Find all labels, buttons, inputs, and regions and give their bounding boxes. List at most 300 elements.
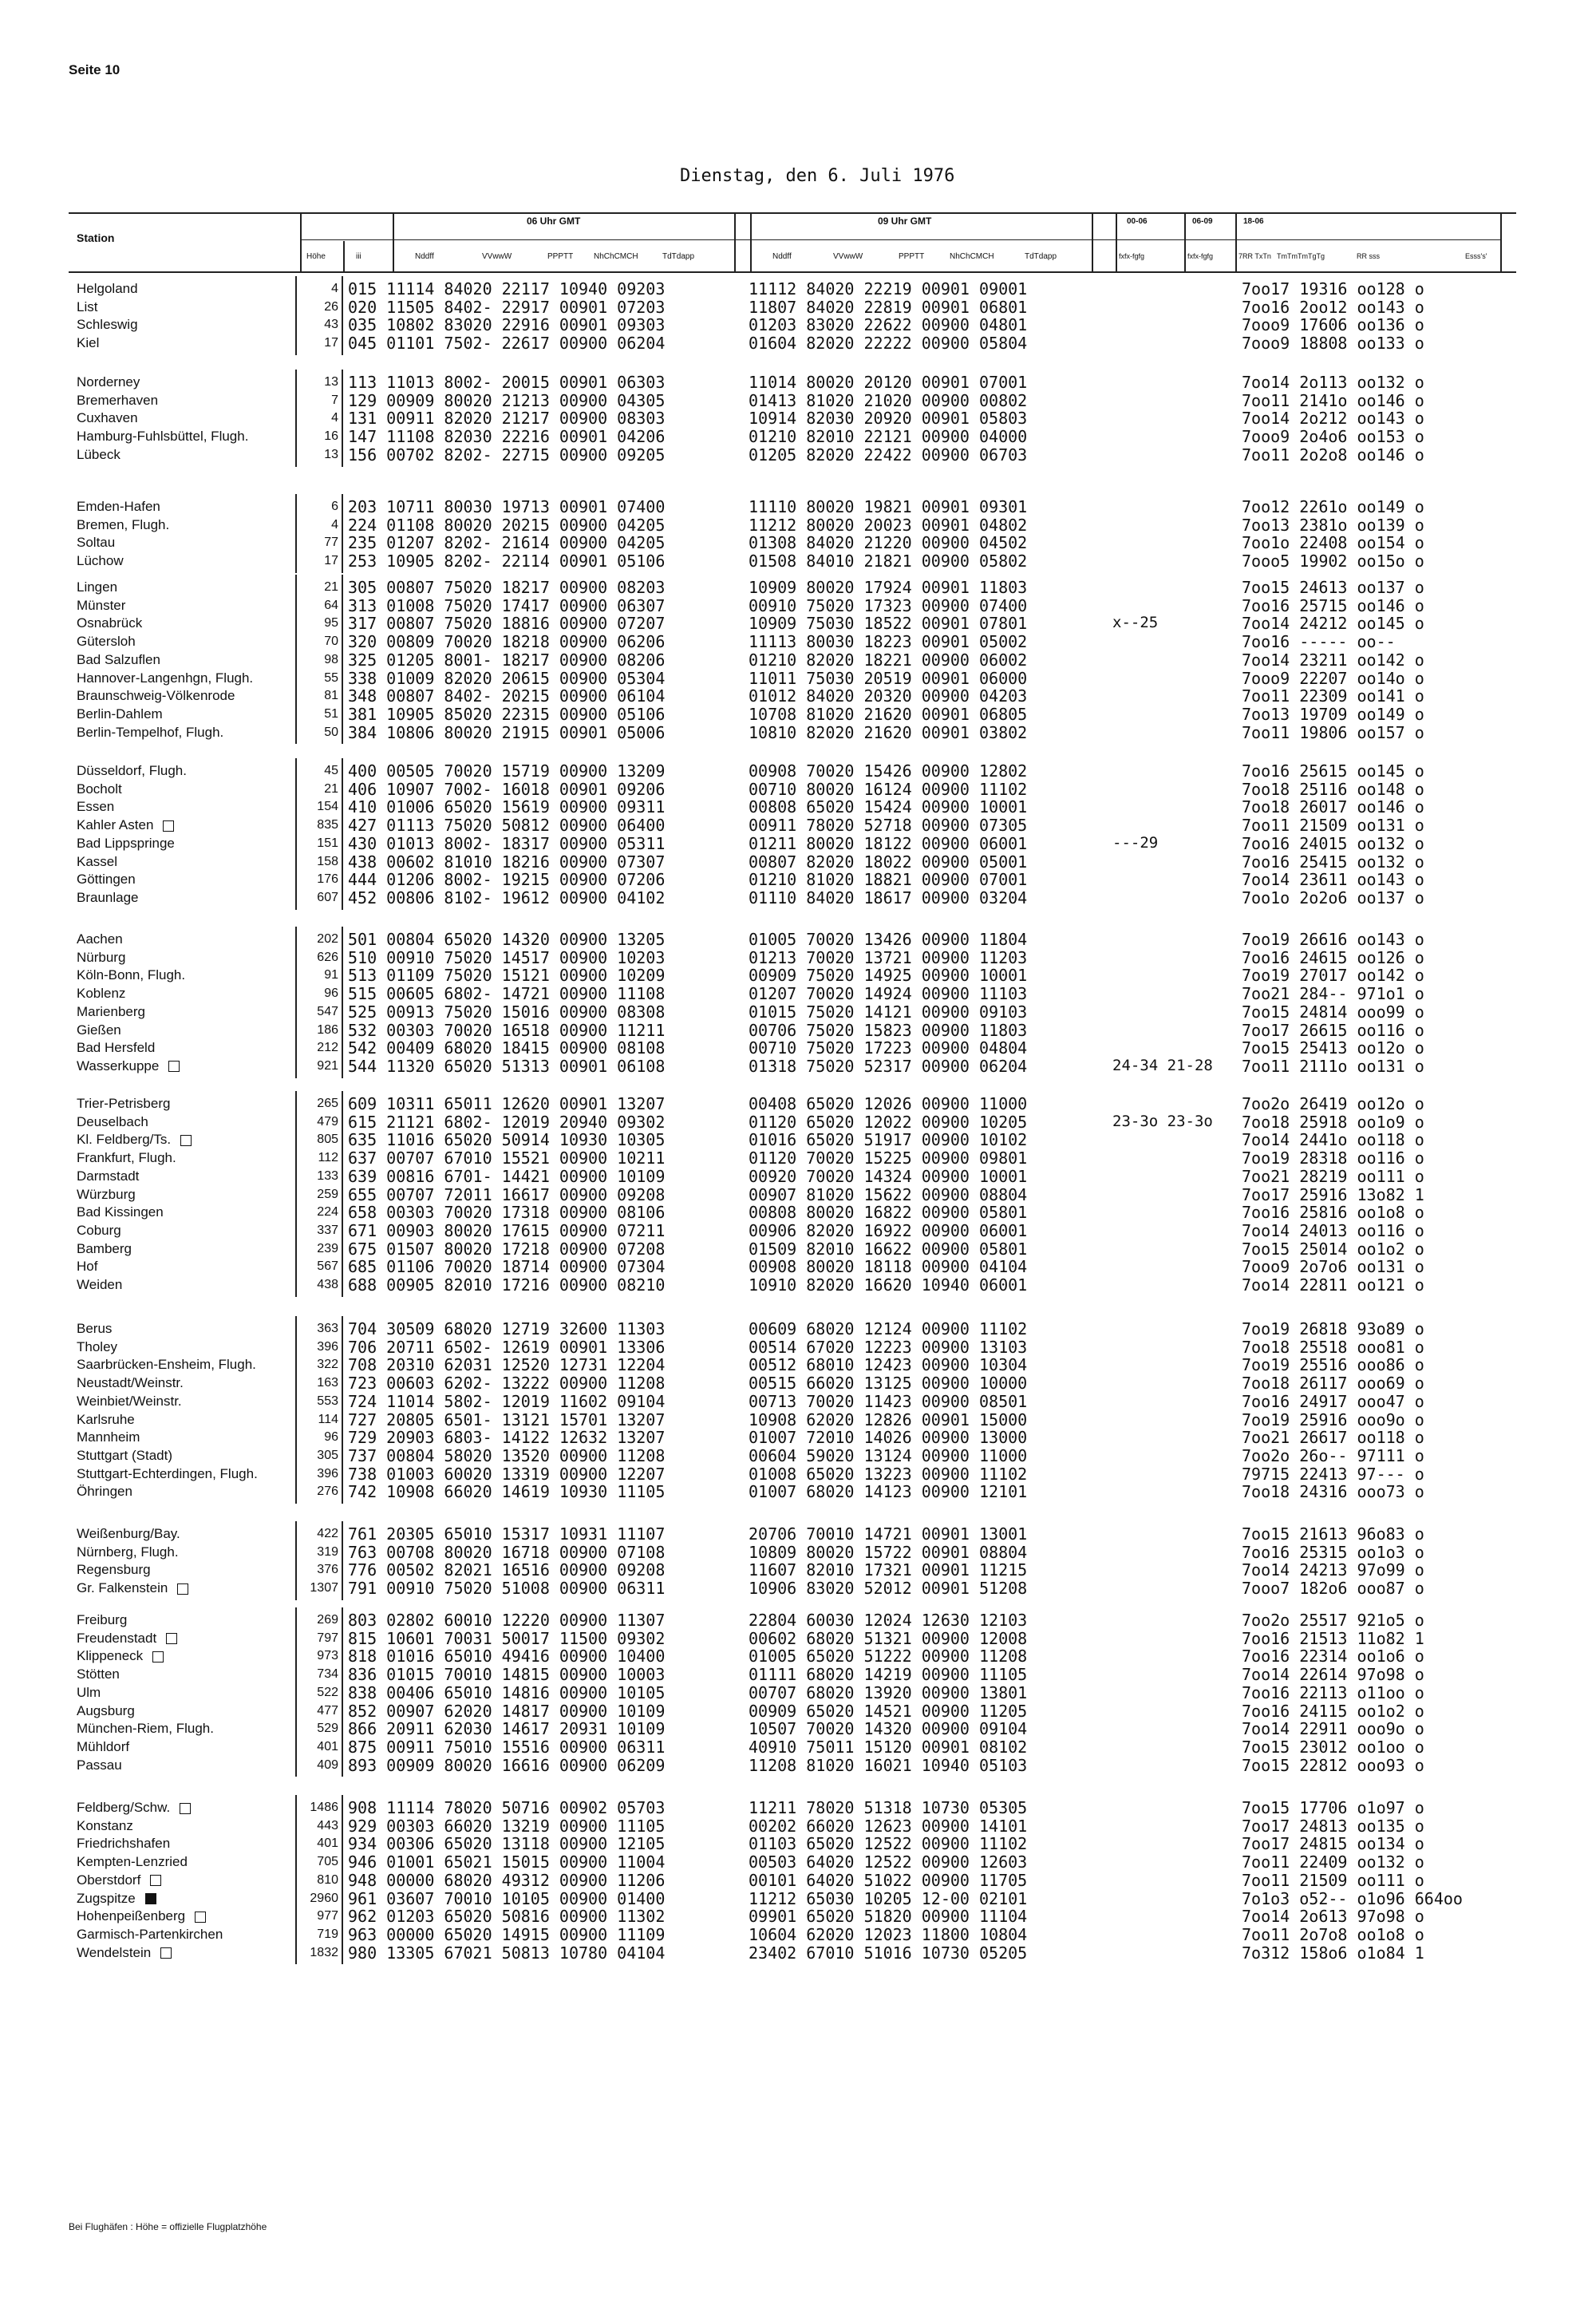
obs-09-values: 00911 78020 52718 00900 07305 xyxy=(749,816,1028,836)
station-height: 269 xyxy=(317,1613,338,1627)
station-height: 17 xyxy=(324,336,338,350)
header-divider xyxy=(750,212,752,273)
obs-06-values: 348 00807 8402- 20215 00900 06104 xyxy=(348,686,666,706)
extremes-precip-values: 7oo17 24815 oo134 o xyxy=(1242,1834,1424,1854)
station-name: Bremerhaven xyxy=(77,392,159,408)
station-height: 212 xyxy=(317,1041,338,1055)
station-name: Kl. Feldberg/Ts. xyxy=(77,1132,192,1148)
station-height: 17 xyxy=(324,554,338,568)
station-height: 4 xyxy=(331,411,338,425)
station-height: 443 xyxy=(317,1818,338,1832)
gust-values: x--25 xyxy=(1112,614,1159,632)
obs-06-values: 113 11013 8002- 20015 00901 06303 xyxy=(348,373,666,392)
obs-09-values: 10809 80020 15722 00901 08804 xyxy=(749,1542,1028,1562)
station-height: 921 xyxy=(317,1058,338,1073)
group-rule xyxy=(342,1521,343,1600)
obs-06-values: 410 01006 65020 15619 00900 09311 xyxy=(348,797,666,817)
obs-09-values: 00710 75020 17223 00900 04804 xyxy=(749,1038,1028,1058)
obs-06-values: 513 01109 75020 15121 00900 10209 xyxy=(348,966,666,986)
extremes-precip-values: 7oo14 22911 ooo9o o xyxy=(1242,1719,1424,1739)
obs-06-values: 020 11505 8402- 22917 00901 07203 xyxy=(348,297,666,317)
obs-06-values: 763 00708 80020 16718 00900 07108 xyxy=(348,1542,666,1562)
station-height: 401 xyxy=(317,1739,338,1753)
station-height: 45 xyxy=(324,764,338,777)
obs-09-values: 22804 60030 12024 12630 12103 xyxy=(749,1611,1028,1630)
obs-09-values: 00710 80020 16124 00900 11102 xyxy=(749,779,1028,799)
extremes-precip-values: 7oo15 21613 96o83 o xyxy=(1242,1524,1424,1544)
obs-09-values: 00906 82020 16922 00900 06001 xyxy=(749,1220,1028,1240)
station-height: 422 xyxy=(317,1527,338,1540)
obs-09-values: 01213 70020 13721 00900 11203 xyxy=(749,947,1028,967)
station-name: Kahler Asten xyxy=(77,817,174,833)
station-height: 567 xyxy=(317,1259,338,1274)
obs-06-values: 962 01203 65020 50816 00900 11302 xyxy=(348,1907,666,1927)
obs-06-values: 510 00910 75020 14517 00900 10203 xyxy=(348,947,666,967)
extremes-precip-values: 7oo14 24212 oo145 o xyxy=(1242,614,1424,634)
report-date: Dienstag, den 6. Juli 1976 xyxy=(680,166,955,186)
station-name: Zugspitze xyxy=(77,1891,156,1907)
station-name: Bamberg xyxy=(77,1240,132,1256)
open-square-icon xyxy=(163,820,174,832)
obs-06-values: 818 01016 65010 49416 00900 10400 xyxy=(348,1647,666,1666)
group-rule xyxy=(342,370,343,467)
station-name: Frankfurt, Flugh. xyxy=(77,1150,176,1166)
obs-06-values: 724 11014 5802- 12019 11602 09104 xyxy=(348,1391,666,1411)
station-name: Wasserkuppe xyxy=(77,1058,180,1074)
extremes-precip-values: 7oo16 ----- oo-- xyxy=(1242,632,1396,652)
obs-09-values: 01211 80020 18122 00900 06001 xyxy=(749,833,1028,853)
extremes-precip-values: 79715 22413 97--- o xyxy=(1242,1464,1424,1484)
station-name: Berus xyxy=(77,1321,113,1336)
station-height: 26 xyxy=(324,299,338,314)
station-height: 95 xyxy=(324,616,338,631)
open-square-icon xyxy=(166,1633,177,1644)
station-name: Lübeck xyxy=(77,446,120,462)
obs-06-values: 501 00804 65020 14320 00900 13205 xyxy=(348,930,666,949)
station-name: Stuttgart-Echterdingen, Flugh. xyxy=(77,1465,258,1481)
extremes-precip-values: 7oo13 19709 oo149 o xyxy=(1242,704,1424,724)
station-name: Stuttgart (Stadt) xyxy=(77,1447,172,1463)
extremes-precip-values: 7oo13 2381o oo139 o xyxy=(1242,515,1424,535)
obs-06-values: 723 00603 6202- 13222 00900 11208 xyxy=(348,1374,666,1394)
extremes-precip-values: 7oo1o 22408 oo154 o xyxy=(1242,533,1424,553)
station-height: 1307 xyxy=(310,1581,338,1595)
station-height: 7 xyxy=(331,393,338,407)
obs-06-values: 838 00406 65010 14816 00900 10105 xyxy=(348,1682,666,1702)
station-name: Wendelstein xyxy=(77,1945,172,1961)
station-height: 64 xyxy=(324,598,338,612)
station-height: 1832 xyxy=(310,1945,338,1959)
station-name: Düsseldorf, Flugh. xyxy=(77,763,187,778)
extremes-precip-values: 7oo1o 2o2o6 oo137 o xyxy=(1242,888,1424,907)
obs-06-values: 400 00505 70020 15719 00900 13209 xyxy=(348,761,666,781)
obs-06-values: 544 11320 65020 51313 00901 06108 xyxy=(348,1056,666,1076)
station-name: Helgoland xyxy=(77,281,138,296)
station-name: Bremen, Flugh. xyxy=(77,516,170,532)
station-name: Bad Lippspringe xyxy=(77,835,175,851)
station-height: 43 xyxy=(324,318,338,332)
extremes-precip-values: 7oo16 25715 oo146 o xyxy=(1242,595,1424,615)
station-height: 50 xyxy=(324,725,338,739)
station-name: Ulm xyxy=(77,1684,101,1700)
station-name: Gr. Falkenstein xyxy=(77,1580,188,1596)
obs-09-values: 00920 70020 14324 00900 10001 xyxy=(749,1166,1028,1186)
station-name: Kassel xyxy=(77,853,118,869)
station-name: Nürburg xyxy=(77,949,126,965)
station-name: Hamburg-Fuhlsbüttel, Flugh. xyxy=(77,429,249,445)
station-height: 276 xyxy=(317,1485,338,1499)
station-height: 55 xyxy=(324,670,338,685)
obs-09-values: 11212 80020 20023 00901 04802 xyxy=(749,515,1028,535)
obs-09-values: 00909 65020 14521 00900 11205 xyxy=(749,1701,1028,1721)
station-height: 239 xyxy=(317,1241,338,1255)
station-height: 438 xyxy=(317,1278,338,1291)
extremes-precip-values: 7oo14 24013 oo116 o xyxy=(1242,1220,1424,1240)
station-name: Freiburg xyxy=(77,1612,128,1627)
obs-09-values: 11807 84020 22819 00901 06801 xyxy=(749,297,1028,317)
station-height: 396 xyxy=(317,1466,338,1481)
extremes-precip-values: 7oo21 28219 oo111 o xyxy=(1242,1166,1424,1186)
group-06-header: 06 Uhr GMT xyxy=(527,215,581,227)
header-divider xyxy=(1235,212,1237,273)
extremes-precip-values: 7oo14 23211 oo142 o xyxy=(1242,650,1424,670)
station-height: 13 xyxy=(324,447,338,461)
obs-06-values: 655 00707 72011 16617 00900 09208 xyxy=(348,1184,666,1204)
extremes-precip-values: 7oo14 2o212 oo143 o xyxy=(1242,409,1424,429)
station-name: Augsburg xyxy=(77,1702,135,1718)
station-height: 112 xyxy=(318,1151,338,1165)
obs-09-values: 40910 75011 15120 00901 08102 xyxy=(749,1737,1028,1757)
extremes-precip-values: 7oo14 23611 oo143 o xyxy=(1242,870,1424,890)
extremes-precip-values: 7oo19 26616 oo143 o xyxy=(1242,930,1424,949)
station-name: Trier-Petrisberg xyxy=(77,1096,171,1111)
obs-09-values: 01103 65020 12522 00900 11102 xyxy=(749,1834,1028,1854)
extremes-precip-values: 7o312 158o6 o1o84 1 xyxy=(1242,1943,1424,1963)
height-header: Höhe xyxy=(306,252,326,261)
obs-09-values: 01210 82010 22121 00900 04000 xyxy=(749,427,1028,447)
extremes-precip-values: 7ooo9 17606 oo136 o xyxy=(1242,315,1424,335)
obs-06-values: 934 00306 65020 13118 00900 12105 xyxy=(348,1834,666,1854)
station-name: Gütersloh xyxy=(77,634,136,650)
station-name: Essen xyxy=(77,799,115,815)
obs-06-values: 313 01008 75020 17417 00900 06307 xyxy=(348,595,666,615)
obs-09-values: 00602 68020 51321 00900 12008 xyxy=(749,1628,1028,1648)
open-square-icon xyxy=(180,1135,192,1146)
station-name: Koblenz xyxy=(77,986,126,1002)
obs-06-values: 708 20310 62031 12520 12731 12204 xyxy=(348,1355,666,1375)
extremes-precip-values: 7oo16 22113 o11oo o xyxy=(1242,1682,1424,1702)
filled-square-icon xyxy=(145,1893,156,1904)
group-rule xyxy=(342,1091,343,1297)
group-rule xyxy=(342,575,343,744)
station-name: Nürnberg, Flugh. xyxy=(77,1544,179,1560)
station-name: Bad Kissingen xyxy=(77,1204,164,1220)
station-name: Oberstdorf xyxy=(77,1872,161,1888)
obs-09-values: 00408 65020 12026 00900 11000 xyxy=(749,1094,1028,1113)
obs-06-values: 035 10802 83020 22916 00901 09303 xyxy=(348,315,666,335)
station-name: Neustadt/Weinstr. xyxy=(77,1375,184,1391)
open-square-icon xyxy=(152,1651,164,1662)
obs-09-values: 00202 66020 12623 00900 14101 xyxy=(749,1816,1028,1836)
extremes-precip-values: 7oo14 2o613 97o98 o xyxy=(1242,1907,1424,1927)
station-name: Darmstadt xyxy=(77,1168,140,1184)
open-square-icon xyxy=(160,1947,172,1959)
obs-09-values: 00604 59020 13124 00900 11000 xyxy=(749,1445,1028,1465)
station-name: Freudenstadt xyxy=(77,1631,177,1647)
extremes-precip-values: 7oo14 2441o oo118 o xyxy=(1242,1130,1424,1150)
obs-09-values: 11212 65030 10205 12-00 02101 xyxy=(749,1888,1028,1908)
obs-06-values: 320 00809 70020 18218 00900 06206 xyxy=(348,632,666,652)
extremes-precip-values: 7oo11 22409 oo132 o xyxy=(1242,1852,1424,1872)
obs-06-values: 637 00707 67010 15521 00900 10211 xyxy=(348,1149,666,1168)
obs-06-values: 444 01206 8002- 19215 00900 07206 xyxy=(348,870,666,890)
obs-06-values: 742 10908 66020 14619 10930 11105 xyxy=(348,1482,666,1502)
station-height: 21 xyxy=(324,580,338,594)
col06-dew: TdTdapp xyxy=(662,252,695,261)
station-height: 973 xyxy=(317,1649,338,1663)
group-rule xyxy=(342,758,343,910)
obs-09-values: 01203 83020 22622 00900 04801 xyxy=(749,315,1028,335)
open-square-icon xyxy=(150,1875,161,1886)
extremes-precip-values: 7oo15 22812 ooo93 o xyxy=(1242,1755,1424,1775)
obs-06-values: 325 01205 8001- 18217 00900 08206 xyxy=(348,650,666,670)
extremes-precip-values: 7oo14 24213 97o99 o xyxy=(1242,1560,1424,1580)
header-divider xyxy=(1092,212,1093,273)
obs-06-values: 815 10601 70031 50017 11500 09302 xyxy=(348,1628,666,1648)
obs-09-values: 10909 75030 18522 00901 07801 xyxy=(749,614,1028,634)
rr-header: RR sss xyxy=(1357,252,1380,260)
iii-header: iii xyxy=(356,252,361,261)
station-height: 151 xyxy=(317,836,338,850)
station-name: Göttingen xyxy=(77,872,136,888)
obs-06-values: 438 00602 81010 18216 00900 07307 xyxy=(348,852,666,872)
station-name: Kiel xyxy=(77,335,100,351)
obs-09-values: 01413 81020 21020 00900 00802 xyxy=(749,390,1028,410)
station-header: Station xyxy=(77,231,115,244)
obs-09-values: 00609 68020 12124 00900 11102 xyxy=(749,1319,1028,1338)
obs-06-values: 452 00806 8102- 19612 00900 04102 xyxy=(348,888,666,907)
obs-09-values: 10909 80020 17924 00901 11803 xyxy=(749,578,1028,597)
station-name: List xyxy=(77,298,98,314)
station-name: Mühldorf xyxy=(77,1738,130,1754)
obs-09-values: 00503 64020 12522 00900 12603 xyxy=(749,1852,1028,1872)
extremes-precip-values: 7oo21 284-- 971o1 o xyxy=(1242,984,1424,1004)
station-name: Braunschweig-Völkenrode xyxy=(77,688,235,704)
station-height: 522 xyxy=(317,1685,338,1699)
station-name: Karlsruhe xyxy=(77,1411,135,1427)
obs-09-values: 00907 81020 15622 00900 08804 xyxy=(749,1184,1028,1204)
obs-06-values: 045 01101 7502- 22617 00900 06204 xyxy=(348,334,666,354)
station-height: 133 xyxy=(317,1168,338,1183)
obs-06-values: 980 13305 67021 50813 10780 04104 xyxy=(348,1943,666,1963)
extremes-precip-values: 7oo16 25415 oo132 o xyxy=(1242,852,1424,872)
obs-09-values: 11607 82010 17321 00901 11215 xyxy=(749,1560,1028,1580)
obs-09-values: 00808 65020 15424 00900 10001 xyxy=(749,797,1028,817)
header-divider xyxy=(1500,212,1502,273)
obs-06-values: 532 00303 70020 16518 00900 11211 xyxy=(348,1020,666,1040)
obs-06-values: 803 02802 60010 12220 00900 11307 xyxy=(348,1611,666,1630)
obs-09-values: 10908 62020 12826 00901 15000 xyxy=(749,1409,1028,1429)
station-name: Friedrichshafen xyxy=(77,1836,171,1852)
col09-nddff: Nddff xyxy=(772,252,792,261)
obs-09-values: 00908 80020 18118 00900 04104 xyxy=(749,1257,1028,1277)
extremes-precip-values: 7oo18 26017 oo146 o xyxy=(1242,797,1424,817)
obs-09-values: 00706 75020 15823 00900 11803 xyxy=(749,1020,1028,1040)
range-06-09: 06-09 xyxy=(1192,217,1213,226)
obs-06-values: 658 00303 70020 17318 00900 08106 xyxy=(348,1203,666,1223)
obs-06-values: 948 00000 68020 49312 00900 11206 xyxy=(348,1870,666,1890)
extremes-precip-values: 7oo11 21509 oo111 o xyxy=(1242,1870,1424,1890)
obs-09-values: 00713 70020 11423 00900 08501 xyxy=(749,1391,1028,1411)
obs-06-values: 224 01108 80020 20215 00900 04205 xyxy=(348,515,666,535)
obs-06-values: 609 10311 65011 12620 00901 13207 xyxy=(348,1094,666,1113)
extremes-precip-values: 7oo2o 26419 oo12o o xyxy=(1242,1094,1424,1113)
extremes-precip-values: 7oo19 27017 oo142 o xyxy=(1242,966,1424,986)
obs-09-values: 00514 67020 12223 00900 13103 xyxy=(749,1337,1028,1357)
station-name: Schleswig xyxy=(77,317,138,333)
obs-06-values: 381 10905 85020 22315 00900 05106 xyxy=(348,704,666,724)
station-name: Cuxhaven xyxy=(77,410,138,426)
extremes-precip-values: 7oo11 2111o oo131 o xyxy=(1242,1056,1424,1076)
col06-clouds: NhChCMCH xyxy=(594,252,638,261)
station-height: 4 xyxy=(331,282,338,295)
tm-header: TmTmTmTgTg xyxy=(1277,252,1325,260)
gust-values: 23-3o 23-3o xyxy=(1112,1112,1213,1130)
obs-09-values: 00512 68010 12423 00900 10304 xyxy=(749,1355,1028,1375)
obs-06-values: 542 00409 68020 18415 00900 08108 xyxy=(348,1038,666,1058)
obs-09-values: 09901 65020 51820 00900 11104 xyxy=(749,1907,1028,1927)
obs-09-values: 01210 82020 18221 00900 06002 xyxy=(749,650,1028,670)
group-09-header: 09 Uhr GMT xyxy=(878,215,932,227)
extremes-precip-values: 7oo19 25916 ooo9o o xyxy=(1242,1409,1424,1429)
station-height: 91 xyxy=(324,968,338,982)
obs-09-values: 00908 70020 15426 00900 12802 xyxy=(749,761,1028,781)
station-height: 805 xyxy=(317,1133,338,1147)
station-height: 16 xyxy=(324,429,338,444)
station-name: Öhringen xyxy=(77,1484,132,1500)
obs-09-values: 10708 81020 21620 00901 06805 xyxy=(749,704,1028,724)
station-name: Berlin-Tempelhof, Flugh. xyxy=(77,724,224,740)
obs-09-values: 01005 65020 51222 00900 11208 xyxy=(749,1647,1028,1666)
obs-09-values: 01008 65020 13223 00900 11102 xyxy=(749,1464,1028,1484)
extremes-precip-values: 7oo16 2oo12 oo143 o xyxy=(1242,297,1424,317)
obs-06-values: 727 20805 6501- 13121 15701 13207 xyxy=(348,1409,666,1429)
header-divider xyxy=(734,212,736,273)
obs-06-values: 961 03607 70010 10105 00900 01400 xyxy=(348,1888,666,1908)
footer-note: Bei Flughäfen : Höhe = offizielle Flugplatzhöhe xyxy=(69,2221,267,2232)
station-height: 259 xyxy=(317,1187,338,1201)
obs-09-values: 10810 82020 21620 00901 03802 xyxy=(749,722,1028,742)
station-height: 2960 xyxy=(310,1891,338,1905)
extremes-precip-values: 7oo15 24814 ooo99 o xyxy=(1242,1002,1424,1022)
obs-06-values: 946 01001 65021 15015 00900 11004 xyxy=(348,1852,666,1872)
extremes-precip-values: 7ooo9 2o7o6 oo131 o xyxy=(1242,1257,1424,1277)
extremes-precip-values: 7oo17 24813 oo135 o xyxy=(1242,1816,1424,1836)
extremes-precip-values: 7oo17 26615 oo116 o xyxy=(1242,1020,1424,1040)
station-height: 409 xyxy=(317,1757,338,1772)
header-divider xyxy=(300,212,302,273)
obs-09-values: 01007 68020 14123 00900 12101 xyxy=(749,1482,1028,1502)
page-number: Seite 10 xyxy=(69,62,120,77)
obs-06-values: 776 00502 82021 16516 00900 09208 xyxy=(348,1560,666,1580)
extremes-precip-values: 7oo16 21513 11o82 1 xyxy=(1242,1628,1424,1648)
group-rule xyxy=(342,276,343,355)
extremes-precip-values: 7oo12 2261o oo149 o xyxy=(1242,497,1424,516)
header-divider xyxy=(393,212,394,273)
station-height: 337 xyxy=(317,1223,338,1237)
station-name: Weinbiet/Weinstr. xyxy=(77,1393,182,1409)
obs-09-values: 11110 80020 19821 00901 09301 xyxy=(749,497,1028,516)
station-name: Würzburg xyxy=(77,1186,136,1202)
obs-09-values: 01207 70020 14924 00900 11103 xyxy=(749,984,1028,1004)
station-height: 158 xyxy=(317,854,338,868)
obs-09-values: 23402 67010 51016 10730 05205 xyxy=(749,1943,1028,1963)
obs-09-values: 01016 65020 51917 00900 10102 xyxy=(749,1130,1028,1150)
col06-nddff: Nddff xyxy=(415,252,434,261)
extremes-precip-values: 7oo18 25518 ooo81 o xyxy=(1242,1337,1424,1357)
gust-header-1: fxfx-fgfg xyxy=(1119,252,1145,260)
obs-06-values: 384 10806 80020 21915 00901 05006 xyxy=(348,722,666,742)
obs-09-values: 11011 75030 20519 00901 06000 xyxy=(749,668,1028,688)
obs-06-values: 729 20903 6803- 14122 12632 13207 xyxy=(348,1428,666,1448)
station-name: Gießen xyxy=(77,1022,121,1038)
extremes-precip-values: 7oo15 25413 oo12o o xyxy=(1242,1038,1424,1058)
col06-vvwww: VVwwW xyxy=(482,252,512,261)
obs-09-values: 00807 82020 18022 00900 05001 xyxy=(749,852,1028,872)
extremes-precip-values: 7oo11 2141o oo146 o xyxy=(1242,390,1424,410)
extremes-precip-values: 7ooo9 22207 oo14o o xyxy=(1242,668,1424,688)
station-height: 81 xyxy=(324,689,338,703)
obs-06-values: 639 00816 6701- 14421 00900 10109 xyxy=(348,1166,666,1186)
station-height: 114 xyxy=(318,1412,338,1426)
obs-09-values: 01318 75020 52317 00900 06204 xyxy=(749,1056,1028,1076)
obs-09-values: 10914 82030 20920 00901 05803 xyxy=(749,409,1028,429)
station-name: Münster xyxy=(77,597,126,613)
station-height: 322 xyxy=(317,1358,338,1372)
extremes-precip-values: 7oo16 24615 oo126 o xyxy=(1242,947,1424,967)
obs-06-values: 852 00907 62020 14817 00900 10109 xyxy=(348,1701,666,1721)
station-height: 401 xyxy=(317,1836,338,1851)
station-name: Braunlage xyxy=(77,889,139,905)
obs-06-values: 761 20305 65010 15317 10931 11107 xyxy=(348,1524,666,1544)
obs-09-values: 10507 70020 14320 00900 09104 xyxy=(749,1719,1028,1739)
obs-09-values: 01111 68020 14219 00900 11105 xyxy=(749,1665,1028,1685)
extremes-precip-values: 7oo16 25615 oo145 o xyxy=(1242,761,1424,781)
station-height: 547 xyxy=(317,1004,338,1018)
station-height: 1486 xyxy=(310,1801,338,1814)
station-name: Tholey xyxy=(77,1338,118,1354)
header-divider xyxy=(1116,212,1117,273)
station-height: 363 xyxy=(317,1322,338,1335)
station-height: 186 xyxy=(317,1022,338,1037)
gust-values: ---29 xyxy=(1112,833,1159,852)
station-name: Marienberg xyxy=(77,1003,145,1019)
station-name: Osnabrück xyxy=(77,615,143,631)
extremes-precip-values: 7oo16 24015 oo132 o xyxy=(1242,833,1424,853)
obs-09-values: 00808 80020 16822 00900 05801 xyxy=(749,1203,1028,1223)
extremes-precip-values: 7oo21 26617 oo118 o xyxy=(1242,1428,1424,1448)
obs-06-values: 836 01015 70010 14815 00900 10003 xyxy=(348,1665,666,1685)
snow-header: Esss's' xyxy=(1465,252,1487,260)
station-name: Konstanz xyxy=(77,1817,133,1833)
obs-06-values: 738 01003 60020 13319 00900 12207 xyxy=(348,1464,666,1484)
extremes-precip-values: 7ooo9 2o4o6 oo153 o xyxy=(1242,427,1424,447)
obs-06-values: 704 30509 68020 12719 32600 11303 xyxy=(348,1319,666,1338)
extremes-precip-values: 7oo16 25816 oo1o8 o xyxy=(1242,1203,1424,1223)
station-name: Emden-Hafen xyxy=(77,499,160,514)
station-height: 376 xyxy=(317,1563,338,1577)
obs-09-values: 00909 75020 14925 00900 10001 xyxy=(749,966,1028,986)
